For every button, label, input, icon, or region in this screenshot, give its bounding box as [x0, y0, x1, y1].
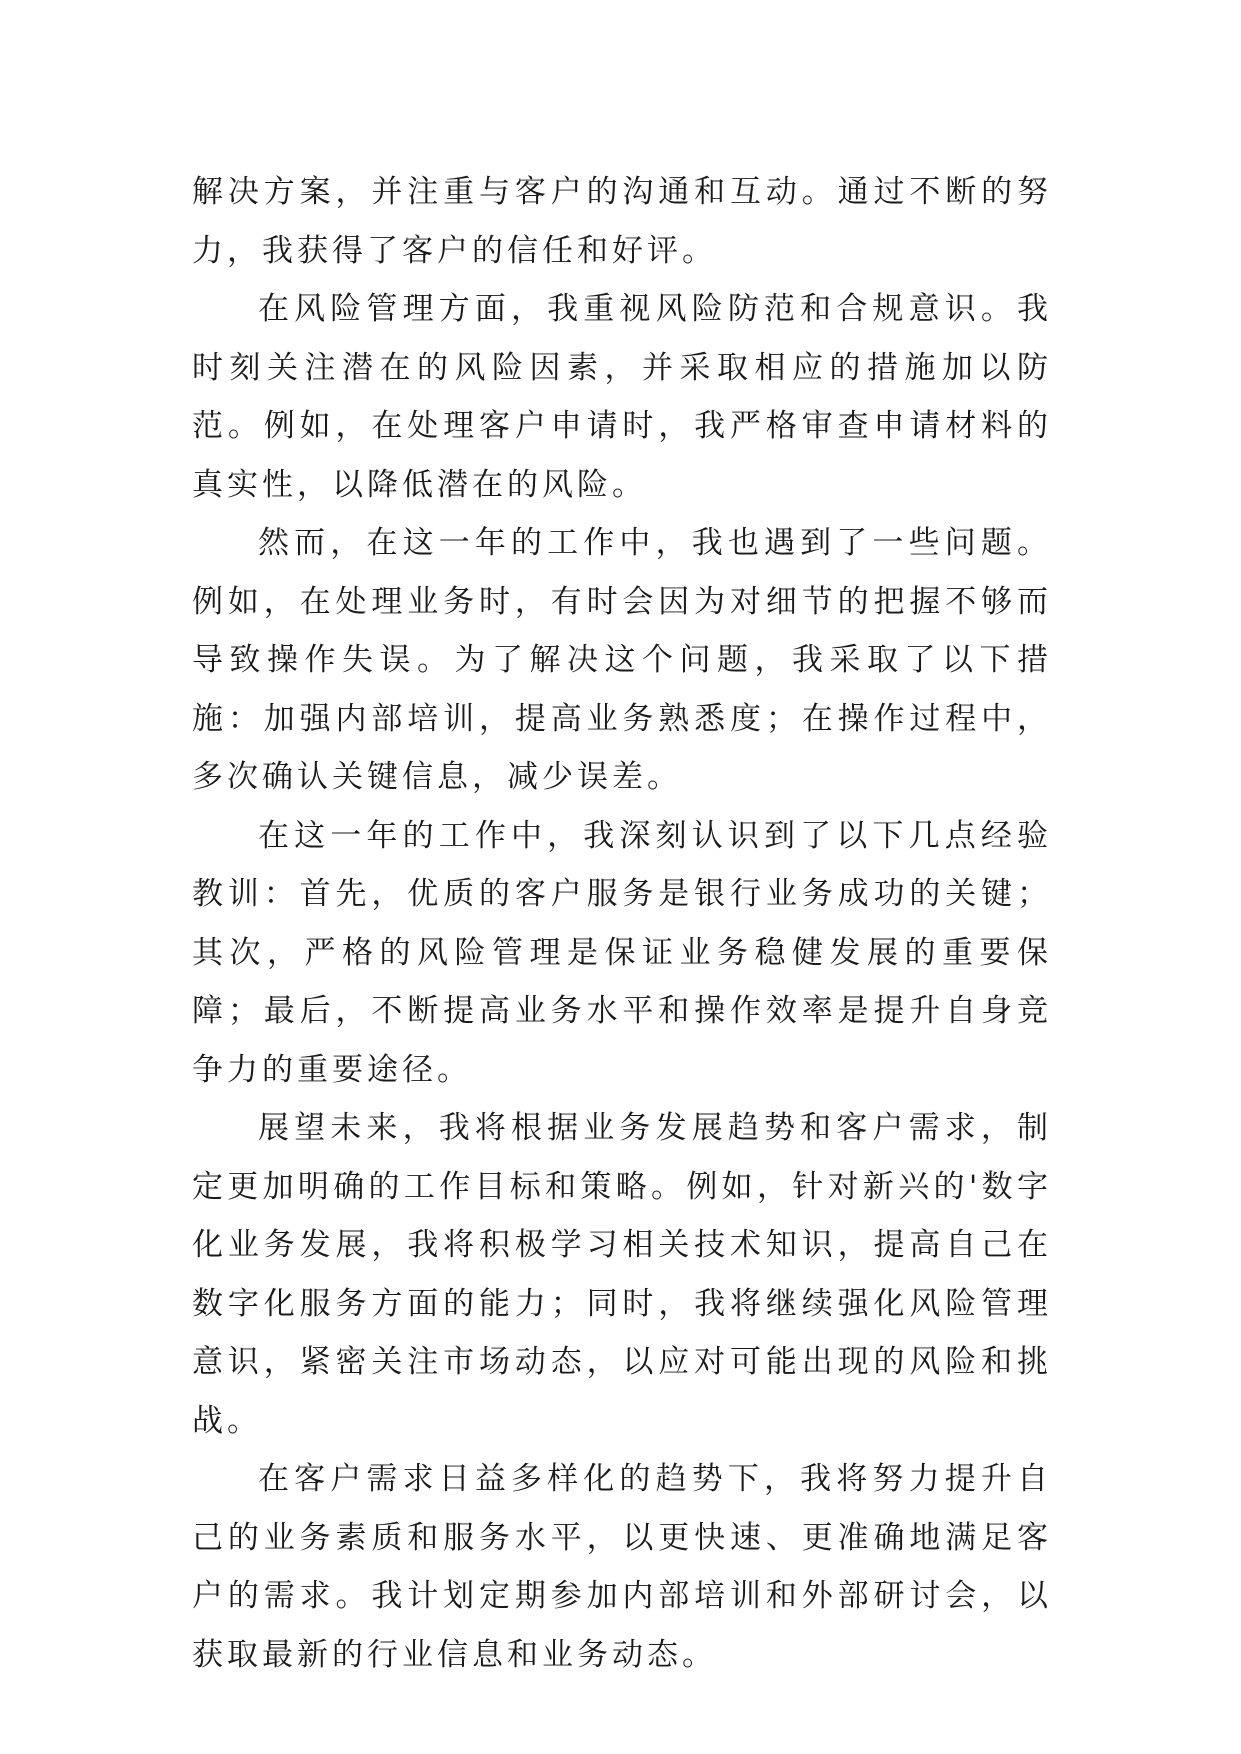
paragraph-risk-management: 在风险管理方面，我重视风险防范和合规意识。我时刻关注潜在的风险因素，并采取相应的措施加以防范。例如，在处理客户申请时，我严格审查申请材料的真实性，以降低潜在的风险。 — [192, 291, 1052, 503]
paragraph-outlook: 展望未来，我将根据业务发展趋势和客户需求，制定更加明确的工作目标和策略。例如，针对新兴的'数字化业务发展，我将积极学习相关技术知识，提高自己在数字化服务方面的能力；同时，我将继续强化风险管理意识，紧密关注市场动态，以应对可能出现的风险和挑战。 — [192, 1110, 1052, 1439]
paragraph-plans: 在客户需求日益多样化的趋势下，我将努力提升自己的业务素质和服务水平，以更快速、更准确地满足客户的需求。我计划定期参加内部培训和外部研讨会，以获取最新的行业信息和业务动态。 — [192, 1461, 1052, 1673]
paragraph-continuation: 解决方案，并注重与客户的沟通和互动。通过不断的努力，我获得了客户的信任和好评。 — [192, 174, 1052, 269]
paragraph-lessons-learned: 在这一年的工作中，我深刻认识到了以下几点经验教训：首先，优质的客户服务是银行业务成功的关键；其次，严格的风险管理是保证业务稳健发展的重要保障；最后，不断提高业务水平和操作效率是提升自身竞争力的重要途径。 — [192, 817, 1052, 1088]
paragraph-problems: 然而，在这一年的工作中，我也遇到了一些问题。例如，在处理业务时，有时会因为对细节的把握不够而导致操作失误。为了解决这个问题，我采取了以下措施：加强内部培训，提高业务熟悉度；在操作过程中，多次确认关键信息，减少误差。 — [192, 525, 1052, 795]
document-body — [192, 163, 1052, 1684]
